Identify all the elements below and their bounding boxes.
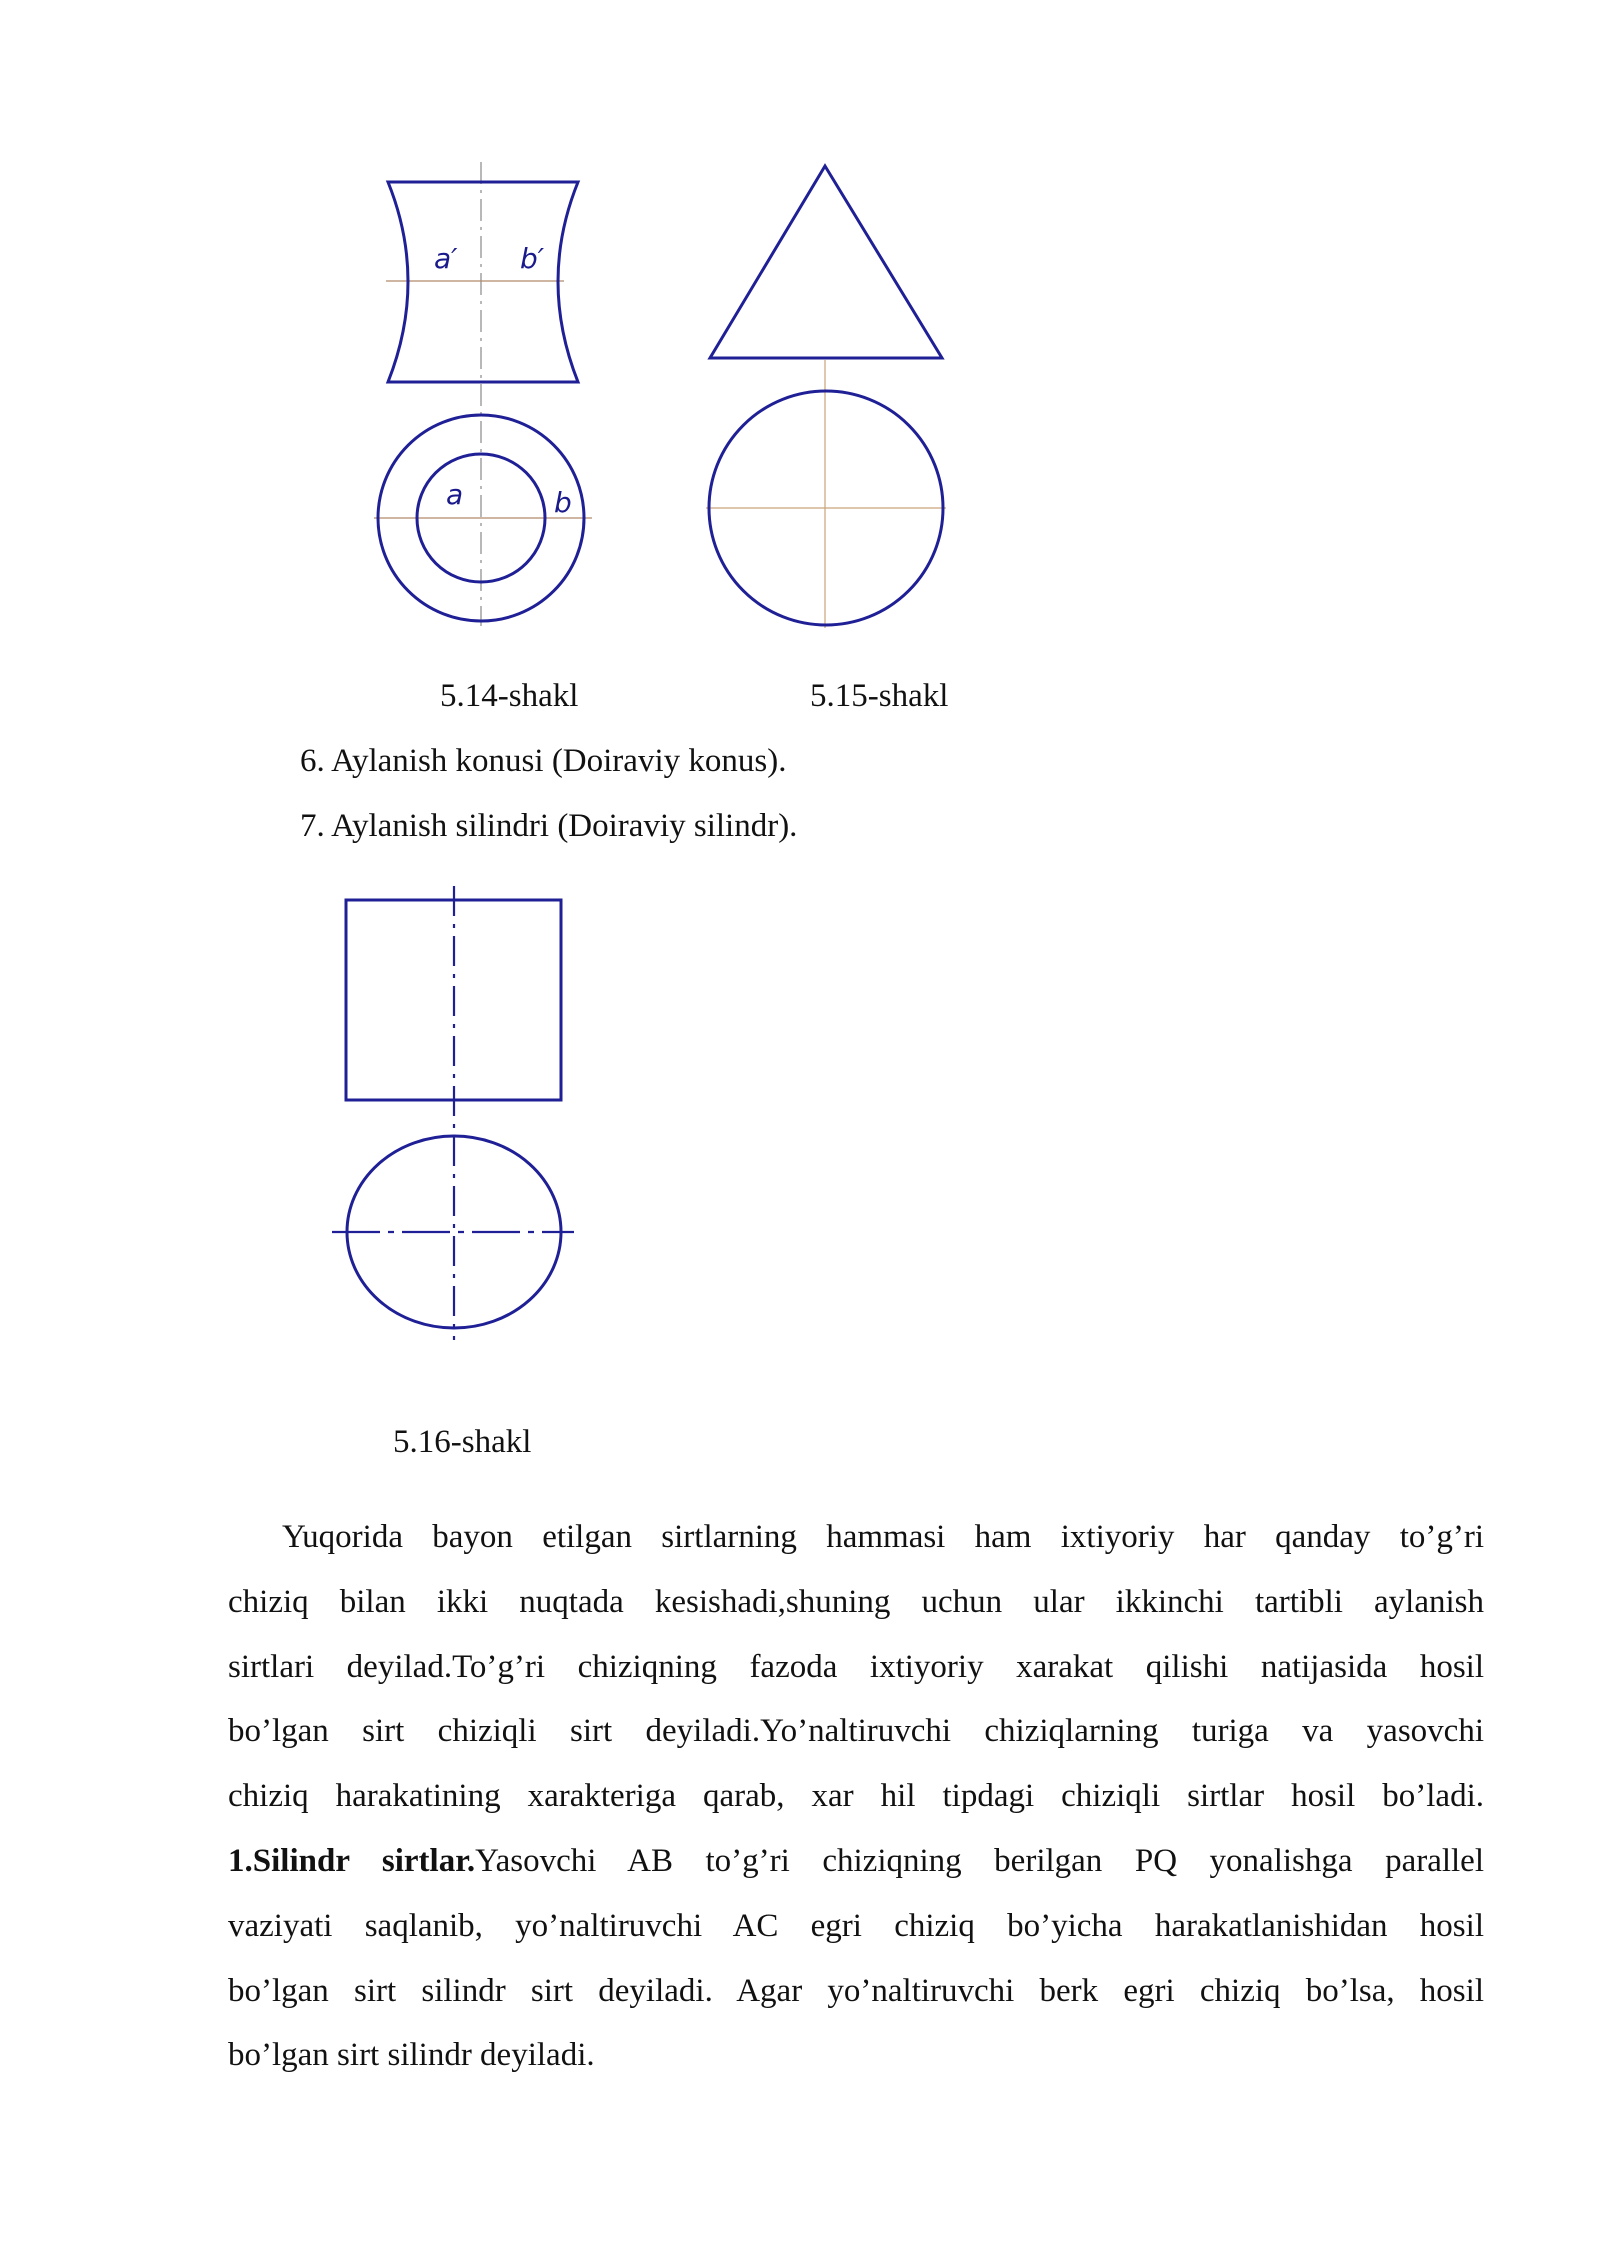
figure-5-15-drawing — [700, 150, 960, 630]
caption-5-15: 5.15-shakl — [810, 678, 949, 714]
caption-5-16: 5.16-shakl — [393, 1424, 532, 1460]
body-paragraph-end — [228, 2023, 1484, 2088]
body-line-3: sirtlari deyilad.To’g’ri chiziqning fazoda ixtiyoriy xarakat qilishi natijasida hosil — [228, 1648, 1484, 1685]
body-line-7: vaziyati saqlanib, yo’naltiruvchi AC egri chiziq bo’yicha harakatlanishidan hosil — [228, 1907, 1484, 1944]
body-line-9: bo’lgan sirt silindr deyiladi. — [228, 2037, 595, 2073]
body-line-1: Yuqorida bayon etilgan sirtlarning hammasi ham ixtiyoriy har qanday to’g’ri — [282, 1519, 1484, 1555]
list-item-7: 7. Aylanish silindri (Doiraviy silindr). — [300, 808, 798, 844]
label-b-prime: b′ — [520, 242, 545, 275]
label-a: a — [446, 478, 464, 511]
body-line-6-text: Yasovchi AB to’g’ri chiziqning berilgan PQ yonalishga parallel — [475, 1842, 1484, 1879]
figure-5-16-drawing — [330, 880, 590, 1350]
label-a-prime: a′ — [434, 242, 458, 275]
label-b: b — [554, 486, 572, 519]
figure-5-14-drawing — [360, 150, 600, 630]
body-line-6 — [228, 1829, 1484, 1894]
body-line-4: bo’lgan sirt chiziqli sirt deyiladi.Yo’naltiruvchi chiziqlarning turiga va yasovchi — [228, 1713, 1484, 1750]
body-paragraph — [228, 1505, 1484, 2023]
body-line-5: chiziq harakatining xarakteriga qarab, xar hil tipdagi chiziqli sirtlar hosil bo’ladi. — [228, 1778, 1484, 1815]
list-item-6: 6. Aylanish konusi (Doiraviy konus). — [300, 743, 787, 779]
caption-5-14: 5.14-shakl — [440, 678, 579, 714]
section-heading-silindr: 1.Silindr sirtlar. — [228, 1842, 476, 1879]
body-line-8: bo’lgan sirt silindr sirt deyiladi. Agar yo’naltiruvchi berk egri chiziq bo’lsa, hosil — [228, 1972, 1484, 2009]
body-line-2: chiziq bilan ikki nuqtada kesishadi,shuning uchun ular ikkinchi tartibli aylanish — [228, 1583, 1484, 1620]
